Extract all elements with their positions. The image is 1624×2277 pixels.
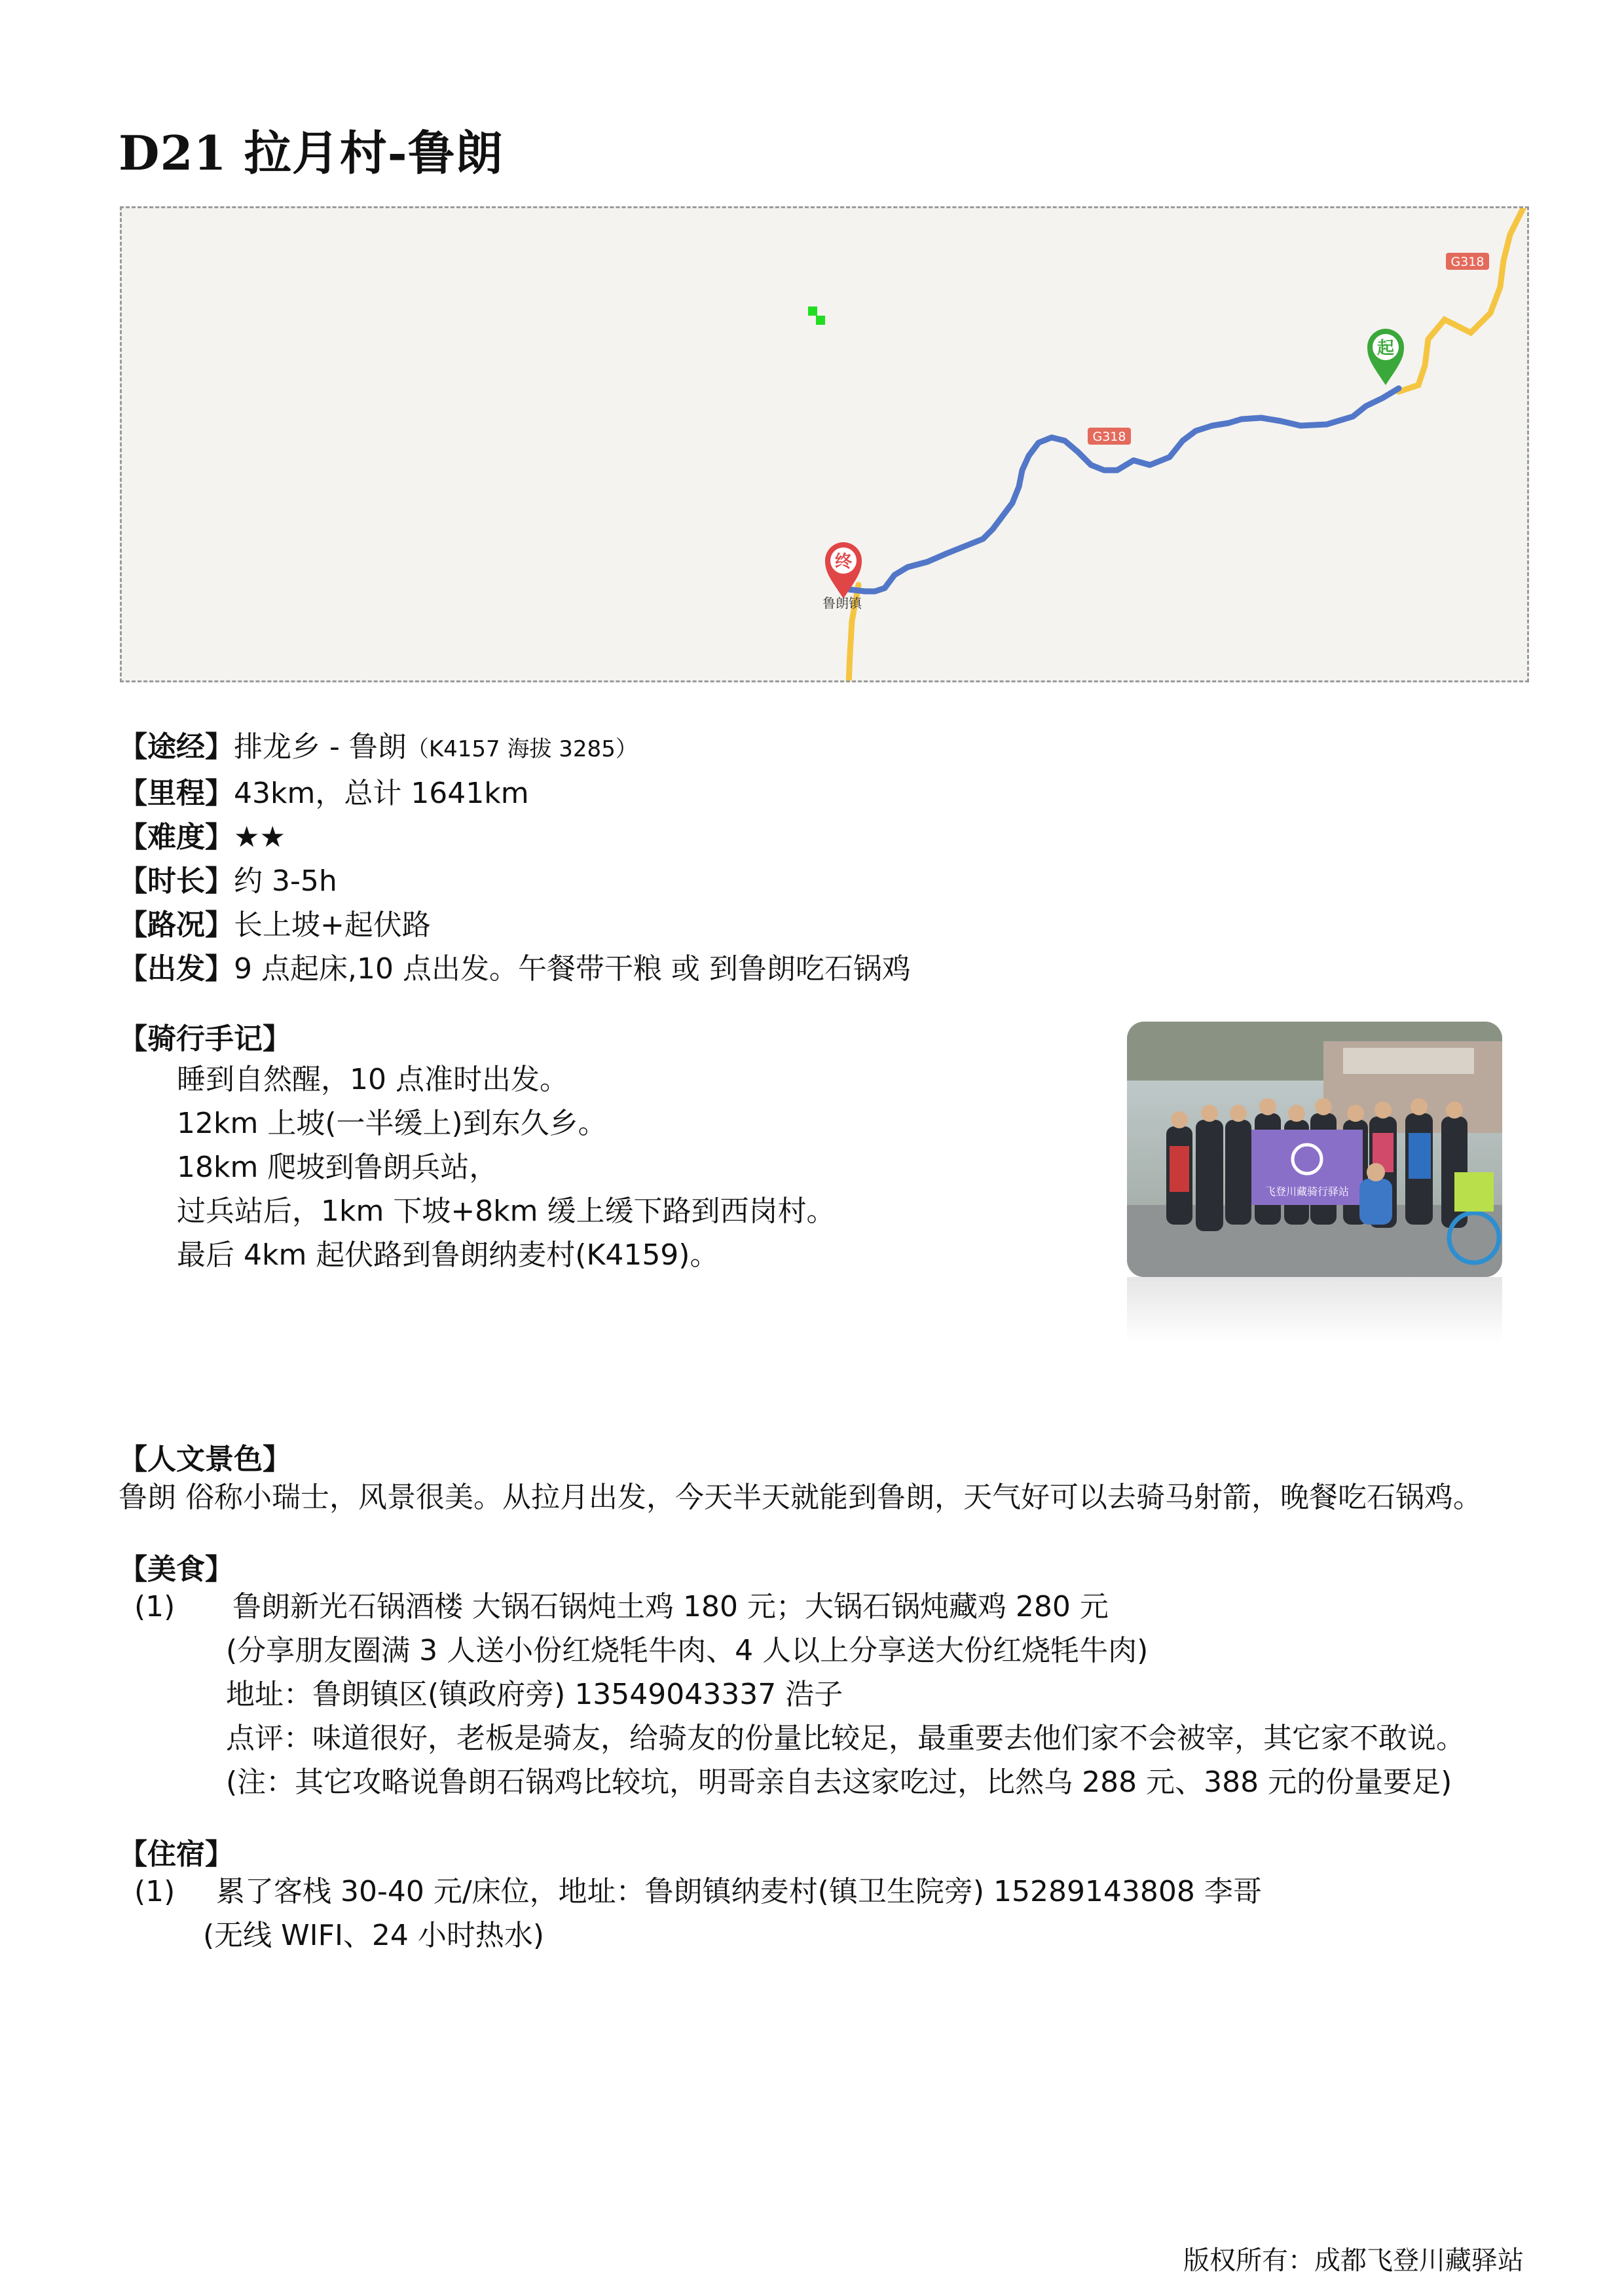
town-label: 鲁朗镇 [822, 595, 862, 611]
start-marker-text: 起 [1376, 339, 1395, 358]
copyright-footer: 版权所有：成都飞登川藏驿站 [1183, 2246, 1524, 2276]
food-line: 点评：味道很好，老板是骑友，给骑友的份量比较足，最重要去他们家不会被宰，其它家不敢说。 [226, 1722, 1465, 1755]
notes-list [177, 1058, 836, 1277]
food-line: 鲁朗新光石锅酒楼 大锅石锅炖土鸡 180 元；大锅石锅炖藏鸡 280 元 [232, 1590, 1109, 1623]
group-photo [1127, 1022, 1502, 1277]
info-difficulty: 【难度】★★ [119, 821, 286, 854]
photo-reflection [1127, 1277, 1502, 1342]
g318-road [1399, 208, 1523, 392]
lodging-line: 累了客栈 30-40 元/床位，地址：鲁朗镇纳麦村(镇卫生院旁) 15289143808 李哥 [216, 1875, 1262, 1908]
g318-shield-mid [1088, 428, 1131, 445]
photo-banner-text: 飞登川藏骑行驿站 [1264, 1185, 1350, 1198]
g318-shield-text: G318 [1450, 255, 1485, 269]
g318-shield-mid-text: G318 [1092, 430, 1126, 444]
start-marker-icon [1367, 329, 1404, 385]
notes-line: 18km 爬坡到鲁朗兵站， [177, 1151, 498, 1184]
end-marker-text: 终 [834, 552, 853, 572]
lodging-index: (1) [134, 1875, 175, 1908]
food-line: 地址：鲁朗镇区(镇政府旁) 13549043337 浩子 [226, 1678, 843, 1711]
route-map [120, 206, 1529, 682]
notes-line: 过兵站后，1km 下坡+8km 缓上缓下路到西岗村。 [177, 1194, 836, 1228]
food-line: (分享朋友圈满 3 人送小份红烧牦牛肉、4 人以上分享送大份红烧牦牛肉) [226, 1634, 1149, 1667]
group-photo-svg [1127, 1022, 1502, 1277]
food-line: (注：其它攻略说鲁朗石锅鸡比较坑，明哥亲自去这家吃过，比然乌 288 元、388 元的份量要足) [226, 1766, 1452, 1799]
info-duration: 【时长】约 3-5h [119, 864, 337, 898]
food-heading: 【美食】 [119, 1553, 234, 1586]
info-distance: 【里程】43km，总计 1641km [119, 777, 529, 810]
notes-line: 睡到自然醒，10 点准时出发。 [177, 1063, 568, 1096]
route-map-svg [122, 208, 1529, 682]
info-road: 【路况】长上坡+起伏路 [119, 908, 431, 942]
g318-shield [1446, 253, 1489, 270]
lodging-line-2: (无线 WIFI、24 小时热水) [203, 1919, 545, 1952]
notes-heading: 【骑行手记】 [119, 1022, 291, 1056]
info-route: 【途经】排龙乡 - 鲁朗（K4157 海拔 3285） [119, 730, 638, 764]
notes-line: 12km 上坡(一半缓上)到东久乡。 [177, 1107, 607, 1140]
culture-text: 鲁朗 俗称小瑞士，风景很美。从拉月出发，今天半天就能到鲁朗，天气好可以去骑马射箭，晚餐吃石锅鸡。 [119, 1481, 1482, 1514]
info-list [119, 725, 911, 991]
info-departure: 【出发】9 点起床,10 点出发。午餐带干粮 或 到鲁朗吃石锅鸡 [119, 952, 911, 986]
route-line [849, 388, 1399, 591]
map-marker-square [808, 306, 817, 316]
culture-heading: 【人文景色】 [119, 1443, 291, 1476]
food-index: (1) [134, 1590, 175, 1623]
page-title: D21 拉月村-鲁朗 [119, 125, 504, 181]
lodging-heading: 【住宿】 [119, 1838, 234, 1871]
notes-line: 最后 4km 起伏路到鲁朗纳麦村(K4159)。 [177, 1238, 719, 1272]
map-marker-square-2 [816, 316, 825, 325]
food-list [226, 1585, 1465, 1804]
